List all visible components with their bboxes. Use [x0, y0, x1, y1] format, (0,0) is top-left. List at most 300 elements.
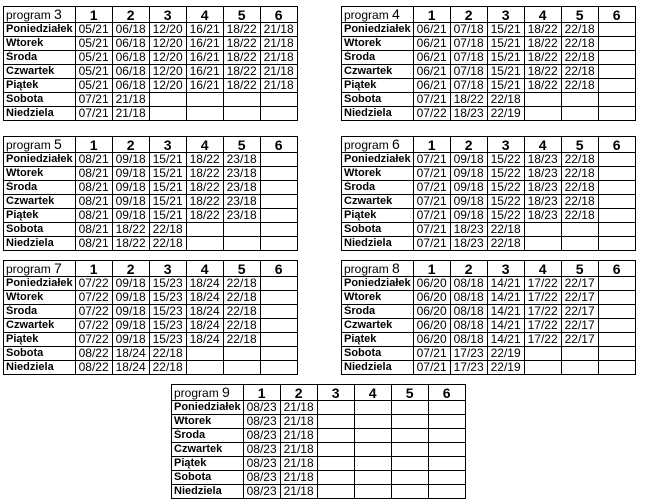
time-cell: 18/22	[524, 37, 561, 51]
time-cell	[186, 361, 223, 375]
time-cell	[598, 347, 635, 361]
time-cell: 22/18	[561, 153, 598, 167]
time-cell: 21/18	[260, 23, 297, 37]
time-cell: 15/23	[149, 319, 186, 333]
schedule-row	[4, 107, 298, 121]
time-cell: 15/22	[487, 195, 524, 209]
time-cell: 21/18	[260, 79, 297, 93]
day-name: Wtorek	[342, 291, 414, 305]
time-cell	[428, 471, 465, 485]
time-cell: 18/22	[186, 195, 223, 209]
column-header: 3	[487, 137, 524, 153]
day-name: Niedziela	[4, 107, 76, 121]
time-cell: 21/18	[280, 415, 317, 429]
time-cell: 17/22	[524, 291, 561, 305]
time-cell: 21/18	[112, 107, 149, 121]
time-cell: 06/18	[112, 51, 149, 65]
time-cell: 16/21	[186, 37, 223, 51]
time-cell: 18/24	[186, 319, 223, 333]
schedule-row	[4, 237, 298, 251]
time-cell	[317, 429, 354, 443]
day-name: Niedziela	[172, 485, 244, 499]
time-cell	[186, 107, 223, 121]
time-cell	[598, 37, 635, 51]
column-header: 4	[524, 7, 561, 23]
time-cell: 12/20	[149, 37, 186, 51]
program-table-5	[3, 136, 298, 251]
time-cell: 21/18	[280, 401, 317, 415]
time-cell: 16/21	[186, 65, 223, 79]
time-cell	[317, 485, 354, 499]
day-name: Czwartek	[342, 195, 414, 209]
time-cell: 22/18	[561, 79, 598, 93]
day-name: Sobota	[342, 93, 414, 107]
time-cell	[598, 305, 635, 319]
time-cell: 18/22	[186, 209, 223, 223]
time-cell	[391, 401, 428, 415]
day-name: Środa	[4, 51, 76, 65]
time-cell	[260, 291, 297, 305]
time-cell: 15/22	[487, 181, 524, 195]
day-name: Niedziela	[342, 237, 414, 251]
schedule-row	[4, 181, 298, 195]
program-table-6	[341, 136, 636, 251]
time-cell: 06/18	[112, 65, 149, 79]
time-cell	[598, 51, 635, 65]
column-header: 3	[487, 261, 524, 277]
time-cell: 18/22	[112, 237, 149, 251]
time-cell: 07/22	[75, 319, 112, 333]
column-header: 2	[112, 261, 149, 277]
time-cell	[260, 107, 297, 121]
column-header: 1	[413, 137, 450, 153]
day-name: Poniedziałek	[4, 153, 76, 167]
column-header: 6	[598, 261, 635, 277]
schedule-row	[342, 333, 636, 347]
time-cell: 05/21	[75, 79, 112, 93]
column-header: 6	[260, 7, 297, 23]
day-name: Wtorek	[342, 167, 414, 181]
program-label: program	[6, 8, 51, 22]
time-cell	[524, 107, 561, 121]
column-header: 4	[524, 261, 561, 277]
schedule-row	[4, 361, 298, 375]
time-cell: 07/22	[75, 333, 112, 347]
day-name: Środa	[4, 305, 76, 319]
time-cell	[524, 223, 561, 237]
schedule-row	[4, 305, 298, 319]
day-name: Piątek	[4, 333, 76, 347]
time-cell: 21/18	[260, 37, 297, 51]
time-cell: 22/18	[223, 291, 260, 305]
time-cell	[428, 485, 465, 499]
time-cell	[561, 237, 598, 251]
time-cell: 08/23	[243, 429, 280, 443]
column-header: 3	[149, 7, 186, 23]
time-cell	[598, 361, 635, 375]
day-name: Środa	[172, 429, 244, 443]
time-cell: 07/22	[75, 291, 112, 305]
time-cell: 07/22	[75, 305, 112, 319]
time-cell: 15/23	[149, 333, 186, 347]
day-name: Niedziela	[4, 361, 76, 375]
time-cell: 08/21	[75, 153, 112, 167]
time-cell: 15/22	[487, 153, 524, 167]
time-cell: 15/22	[487, 209, 524, 223]
time-cell: 07/21	[75, 93, 112, 107]
time-cell	[223, 347, 260, 361]
time-cell: 22/18	[149, 361, 186, 375]
time-cell: 06/21	[413, 51, 450, 65]
time-cell	[524, 93, 561, 107]
column-header: 1	[413, 7, 450, 23]
day-name: Czwartek	[172, 443, 244, 457]
time-cell: 05/21	[75, 37, 112, 51]
schedule-row	[342, 37, 636, 51]
time-cell: 18/23	[450, 107, 487, 121]
time-cell: 18/23	[450, 223, 487, 237]
time-cell	[598, 319, 635, 333]
time-cell: 18/22	[524, 51, 561, 65]
column-header: 5	[223, 137, 260, 153]
time-cell: 07/18	[450, 23, 487, 37]
time-cell	[317, 401, 354, 415]
time-cell: 22/18	[149, 237, 186, 251]
time-cell: 07/18	[450, 37, 487, 51]
time-cell: 09/18	[450, 167, 487, 181]
time-cell	[317, 457, 354, 471]
schedule-row	[4, 333, 298, 347]
time-cell: 18/22	[186, 181, 223, 195]
column-header: 5	[223, 7, 260, 23]
time-cell: 06/18	[112, 23, 149, 37]
column-header: 6	[260, 137, 297, 153]
time-cell	[354, 471, 391, 485]
time-cell: 08/23	[243, 401, 280, 415]
time-cell: 22/18	[561, 195, 598, 209]
column-header: 5	[223, 261, 260, 277]
time-cell: 17/23	[450, 347, 487, 361]
time-cell	[598, 237, 635, 251]
schedule-row	[342, 153, 636, 167]
day-name: Wtorek	[4, 167, 76, 181]
time-cell: 07/22	[75, 277, 112, 291]
day-name: Sobota	[342, 347, 414, 361]
day-name: Niedziela	[4, 237, 76, 251]
time-cell: 08/21	[75, 223, 112, 237]
time-cell: 09/18	[112, 277, 149, 291]
time-cell: 23/18	[223, 167, 260, 181]
time-cell: 22/18	[487, 223, 524, 237]
column-header: 5	[561, 7, 598, 23]
time-cell: 22/17	[561, 319, 598, 333]
schedule-row	[342, 223, 636, 237]
time-cell	[354, 485, 391, 499]
column-header: 3	[487, 7, 524, 23]
time-cell: 07/21	[413, 223, 450, 237]
day-name: Sobota	[4, 347, 76, 361]
time-cell: 22/18	[223, 333, 260, 347]
time-cell: 18/24	[112, 347, 149, 361]
time-cell: 15/21	[149, 181, 186, 195]
time-cell: 09/18	[450, 195, 487, 209]
program-label: program	[174, 386, 219, 400]
time-cell: 12/20	[149, 23, 186, 37]
time-cell: 18/22	[524, 65, 561, 79]
program-title	[342, 261, 414, 277]
day-name: Poniedziałek	[342, 23, 414, 37]
time-cell: 09/18	[112, 209, 149, 223]
time-cell: 07/21	[75, 107, 112, 121]
schedule-row	[342, 347, 636, 361]
schedule-row	[172, 429, 466, 443]
schedule-row	[4, 319, 298, 333]
schedule-row	[342, 209, 636, 223]
time-cell	[428, 429, 465, 443]
schedule-row	[4, 195, 298, 209]
time-cell	[524, 347, 561, 361]
time-cell	[149, 107, 186, 121]
time-cell: 12/20	[149, 51, 186, 65]
time-cell	[223, 361, 260, 375]
time-cell: 18/24	[112, 361, 149, 375]
day-name: Piątek	[342, 209, 414, 223]
column-header: 2	[280, 385, 317, 401]
time-cell	[391, 471, 428, 485]
time-cell	[391, 429, 428, 443]
time-cell	[428, 443, 465, 457]
time-cell: 07/21	[413, 195, 450, 209]
time-cell: 07/21	[413, 237, 450, 251]
time-cell	[524, 237, 561, 251]
schedule-row	[342, 65, 636, 79]
day-name: Piątek	[4, 209, 76, 223]
program-label: program	[344, 138, 389, 152]
time-cell: 08/21	[75, 209, 112, 223]
time-cell	[598, 167, 635, 181]
day-name: Środa	[342, 51, 414, 65]
time-cell: 08/21	[75, 181, 112, 195]
time-cell: 18/22	[223, 51, 260, 65]
time-cell: 06/21	[413, 23, 450, 37]
column-header: 2	[112, 137, 149, 153]
program-label: program	[344, 8, 389, 22]
time-cell: 22/17	[561, 277, 598, 291]
schedule-row	[4, 79, 298, 93]
time-cell: 08/21	[75, 237, 112, 251]
time-cell	[260, 153, 297, 167]
time-cell: 05/21	[75, 65, 112, 79]
schedule-row	[4, 93, 298, 107]
column-header: 3	[149, 261, 186, 277]
time-cell: 15/22	[487, 167, 524, 181]
time-cell: 17/22	[524, 305, 561, 319]
column-header: 1	[75, 261, 112, 277]
day-name: Wtorek	[342, 37, 414, 51]
time-cell: 08/18	[450, 291, 487, 305]
time-cell	[354, 457, 391, 471]
column-header: 3	[317, 385, 354, 401]
time-cell: 22/18	[561, 23, 598, 37]
day-name: Piątek	[342, 79, 414, 93]
time-cell: 14/21	[487, 291, 524, 305]
time-cell: 08/18	[450, 333, 487, 347]
time-cell: 18/23	[524, 195, 561, 209]
time-cell: 18/22	[223, 65, 260, 79]
time-cell: 14/21	[487, 319, 524, 333]
schedule-row	[172, 471, 466, 485]
time-cell: 22/18	[223, 319, 260, 333]
time-cell	[598, 333, 635, 347]
time-cell: 17/22	[524, 277, 561, 291]
time-cell: 21/18	[112, 93, 149, 107]
time-cell: 09/18	[112, 195, 149, 209]
day-name: Niedziela	[342, 107, 414, 121]
day-name: Wtorek	[4, 291, 76, 305]
time-cell	[391, 443, 428, 457]
time-cell	[598, 209, 635, 223]
time-cell	[598, 79, 635, 93]
time-cell: 07/21	[413, 347, 450, 361]
column-header: 6	[598, 7, 635, 23]
time-cell: 15/21	[487, 79, 524, 93]
time-cell	[598, 291, 635, 305]
time-cell	[598, 153, 635, 167]
time-cell: 21/18	[280, 471, 317, 485]
time-cell	[260, 167, 297, 181]
time-cell: 18/22	[186, 153, 223, 167]
time-cell: 22/18	[561, 167, 598, 181]
time-cell: 22/19	[487, 107, 524, 121]
program-label: program	[6, 138, 51, 152]
time-cell	[260, 209, 297, 223]
time-cell	[561, 347, 598, 361]
time-cell: 18/22	[450, 93, 487, 107]
schedule-row	[342, 93, 636, 107]
time-cell: 18/22	[223, 37, 260, 51]
time-cell: 22/18	[487, 237, 524, 251]
time-cell: 21/18	[280, 457, 317, 471]
time-cell	[186, 93, 223, 107]
time-cell: 22/17	[561, 305, 598, 319]
column-header: 5	[391, 385, 428, 401]
time-cell: 07/18	[450, 65, 487, 79]
time-cell: 09/18	[112, 333, 149, 347]
schedule-row	[342, 195, 636, 209]
time-cell: 09/18	[450, 153, 487, 167]
time-cell: 22/18	[149, 347, 186, 361]
time-cell	[223, 223, 260, 237]
time-cell	[260, 305, 297, 319]
day-name: Środa	[342, 181, 414, 195]
program-number: 3	[54, 6, 62, 22]
column-header: 6	[428, 385, 465, 401]
time-cell	[223, 237, 260, 251]
schedule-row	[4, 37, 298, 51]
time-cell: 22/17	[561, 333, 598, 347]
time-cell: 21/18	[260, 65, 297, 79]
time-cell: 09/18	[112, 167, 149, 181]
time-cell: 09/18	[112, 291, 149, 305]
time-cell: 18/24	[186, 277, 223, 291]
time-cell: 18/23	[450, 237, 487, 251]
time-cell: 21/18	[280, 429, 317, 443]
time-cell: 06/20	[413, 319, 450, 333]
time-cell: 23/18	[223, 153, 260, 167]
time-cell	[524, 361, 561, 375]
day-name: Poniedziałek	[172, 401, 244, 415]
time-cell	[317, 443, 354, 457]
time-cell: 08/18	[450, 305, 487, 319]
day-name: Piątek	[4, 79, 76, 93]
program-title	[342, 7, 414, 23]
time-cell: 16/21	[186, 23, 223, 37]
schedule-row	[342, 181, 636, 195]
time-cell	[598, 107, 635, 121]
time-cell: 07/18	[450, 51, 487, 65]
program-label: program	[6, 262, 51, 276]
time-cell: 09/18	[112, 305, 149, 319]
schedule-row	[342, 107, 636, 121]
program-label: program	[344, 262, 389, 276]
day-name: Czwartek	[4, 65, 76, 79]
schedule-row	[342, 167, 636, 181]
time-cell: 18/22	[524, 23, 561, 37]
time-cell	[186, 347, 223, 361]
schedule-row	[342, 361, 636, 375]
schedule-row	[4, 347, 298, 361]
schedule-row	[4, 167, 298, 181]
time-cell: 05/21	[75, 23, 112, 37]
day-name: Czwartek	[4, 195, 76, 209]
schedule-row	[342, 277, 636, 291]
schedule-row	[4, 153, 298, 167]
time-cell	[223, 107, 260, 121]
time-cell: 06/20	[413, 305, 450, 319]
time-cell	[260, 347, 297, 361]
time-cell	[260, 93, 297, 107]
time-cell	[260, 277, 297, 291]
time-cell: 07/21	[413, 181, 450, 195]
time-cell: 18/23	[524, 181, 561, 195]
schedule-row	[172, 457, 466, 471]
time-cell	[260, 237, 297, 251]
schedule-row	[4, 291, 298, 305]
time-cell	[598, 23, 635, 37]
program-number: 4	[392, 6, 400, 22]
time-cell	[186, 237, 223, 251]
time-cell: 08/23	[243, 457, 280, 471]
program-table-9	[171, 384, 466, 499]
time-cell: 18/22	[186, 167, 223, 181]
time-cell: 08/21	[75, 167, 112, 181]
time-cell: 22/17	[561, 291, 598, 305]
time-cell	[561, 93, 598, 107]
time-cell: 08/22	[75, 361, 112, 375]
time-cell: 18/23	[524, 167, 561, 181]
time-cell: 06/21	[413, 65, 450, 79]
day-name: Środa	[342, 305, 414, 319]
schedule-row	[342, 51, 636, 65]
column-header: 4	[524, 137, 561, 153]
program-number: 9	[222, 384, 230, 400]
program-title	[342, 137, 414, 153]
time-cell: 22/18	[561, 181, 598, 195]
time-cell: 22/18	[561, 51, 598, 65]
time-cell	[317, 471, 354, 485]
column-header: 5	[561, 261, 598, 277]
column-header: 1	[413, 261, 450, 277]
